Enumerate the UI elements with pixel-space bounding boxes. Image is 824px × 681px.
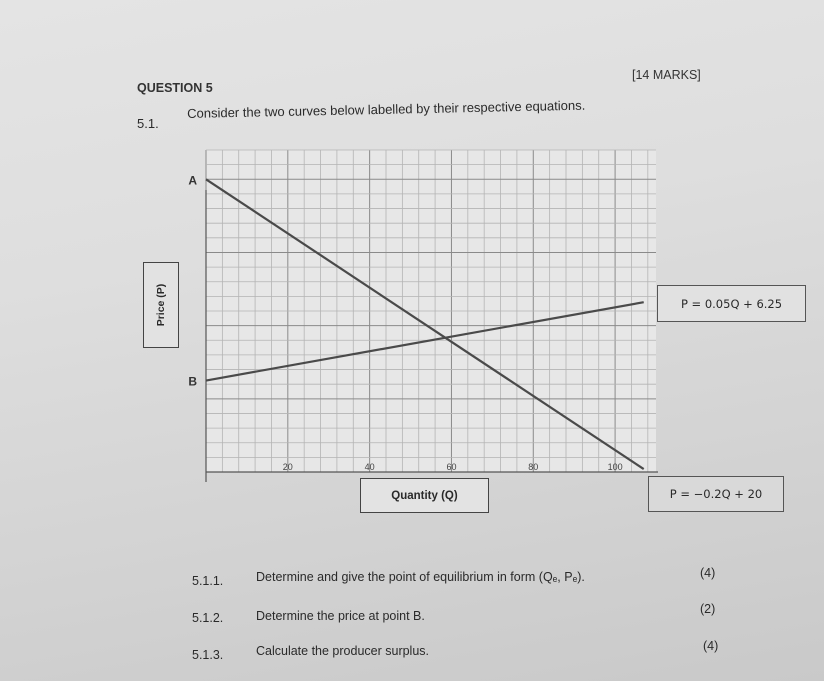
- question-marks-1: (4): [700, 566, 716, 580]
- demand-equation-label: P = −0.2Q + 20: [648, 476, 784, 512]
- point-label-a: A: [188, 173, 197, 188]
- question-number-2: 5.1.2.: [192, 611, 224, 625]
- question-number-3: 5.1.3.: [192, 648, 224, 662]
- x-axis-label: Quantity (Q): [360, 478, 489, 513]
- question-number-1: 5.1.1.: [192, 574, 224, 588]
- x-tick-label: 80: [528, 462, 539, 472]
- x-tick-label: 60: [446, 462, 457, 472]
- y-axis-label: Price (P): [155, 283, 167, 327]
- x-tick-label: 20: [282, 462, 293, 472]
- point-labels: [188, 173, 197, 388]
- subquestion-text: Consider the two curves below labelled by their respective equations.: [187, 97, 586, 121]
- question-text-3: Calculate the producer surplus.: [256, 644, 430, 658]
- x-tick-label: 100: [607, 462, 623, 472]
- question-marks-3: (4): [703, 639, 719, 653]
- question-marks-2: (2): [700, 602, 716, 616]
- point-label-b: B: [188, 374, 197, 389]
- y-axis-label-box: [143, 262, 179, 348]
- subquestion-number: 5.1.: [137, 116, 159, 131]
- supply-equation-label: P = 0.05Q + 6.25: [657, 285, 806, 322]
- question-marks: [14 MARKS]: [632, 68, 701, 82]
- question-text-1: Determine and give the point of equilibrium in form (Qₑ, Pₑ).: [256, 570, 585, 584]
- question-text-2: Determine the price at point B.: [256, 609, 425, 623]
- x-tick-label: 40: [364, 462, 375, 472]
- question-title: QUESTION 5: [137, 81, 213, 95]
